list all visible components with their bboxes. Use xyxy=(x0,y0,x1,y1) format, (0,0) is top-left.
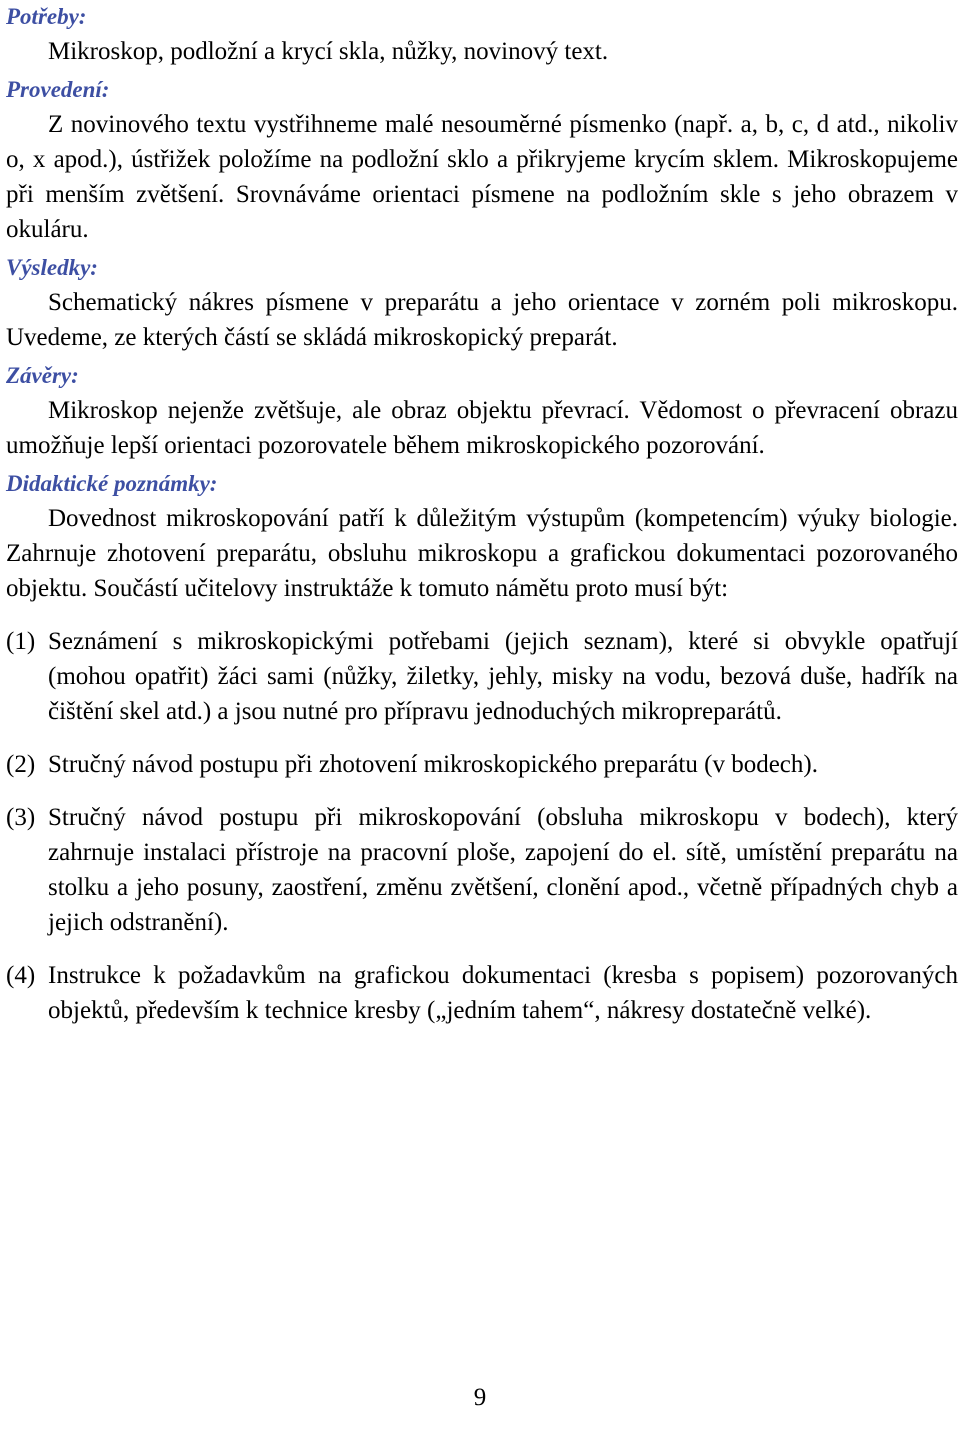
paragraph-didakticke-poznamky: Dovednost mikroskopování patří k důležitým výstupům (kompetencím) výuky biologie. Zahrnuje zhotovení preparátu, obsluhu mikroskopu a grafickou dokumentaci pozorovaného objektu. Součástí učitelovy instruktáže k tomuto námětu proto musí být: xyxy=(6,505,958,602)
paragraph-provedeni: Z novinového textu vystřihneme malé nesouměrné písmenko (např. a, b, c, d atd., nikoliv o, x apod.), ústřižek položíme na podložní sklo a přikryjeme krycím sklem. Mikroskopujeme při menším zvětšení. Srovnáváme orientaci písmene na podložním skle s jeho obrazem v okuláru. xyxy=(6,111,958,243)
list-item-text: Instrukce k požadavkům na grafickou dokumentaci (kresba s popisem) pozorovaných objektů, především k technice kresby („jedním tahem“, nákresy dostatečně velké). xyxy=(48,962,958,1024)
list-item-text: Stručný návod postupu při zhotovení mikroskopického preparátu (v bodech). xyxy=(48,751,818,778)
paragraph-vysledky: Schematický nákres písmene v preparátu a jeho orientace v zorném poli mikroskopu. Uvedeme, ze kterých částí se skládá mikroskopický preparát. xyxy=(6,289,958,351)
list-item xyxy=(6,800,958,940)
heading-vysledky: Výsledky: xyxy=(6,255,98,280)
list-item-text: Seznámení s mikroskopickými potřebami (jejich seznam), které si obvykle opatřují (mohou opatřit) žáci sami (nůžky, žiletky, jehly, misky na vodu, bezová duše, hadřík na čištění skel atd.) a jsou nutné pro přípravu jednoduchých mikropreparátů. xyxy=(48,628,958,725)
list-item-number: (4) xyxy=(6,962,36,989)
list-item xyxy=(6,624,958,729)
list-item xyxy=(6,958,958,1028)
list-item-number: (3) xyxy=(6,804,36,831)
heading-zavery: Závěry: xyxy=(6,363,79,388)
page-number: 9 xyxy=(473,1384,487,1411)
list-item-text: Stručný návod postupu při mikroskopování (obsluha mikroskopu v bodech), který zahrnuje instalaci přístroje na pracovní ploše, zapojení do el. sítě, umístění preparátu na stolku a jeho posuny, zaostření, změnu zvětšení, clonění apod., včetně případných chyb a jejich odstranění). xyxy=(48,804,958,936)
heading-didakticke-poznamky: Didaktické poznámky: xyxy=(6,471,218,496)
list-item-number: (1) xyxy=(6,628,36,655)
paragraph-zavery: Mikroskop nejenže zvětšuje, ale obraz objektu převrací. Vědomost o převracení obrazu umožňuje lepší orientaci pozorovatele během mikroskopického pozorování. xyxy=(6,397,958,459)
paragraph-potreby: Mikroskop, podložní a krycí skla, nůžky, novinový text. xyxy=(48,38,609,65)
list-item xyxy=(6,747,958,782)
page-content xyxy=(6,0,958,1046)
list-item-number: (2) xyxy=(6,751,36,778)
heading-potreby: Potřeby: xyxy=(6,4,87,29)
heading-provedeni: Provedení: xyxy=(6,77,110,102)
numbered-list xyxy=(6,624,958,1028)
